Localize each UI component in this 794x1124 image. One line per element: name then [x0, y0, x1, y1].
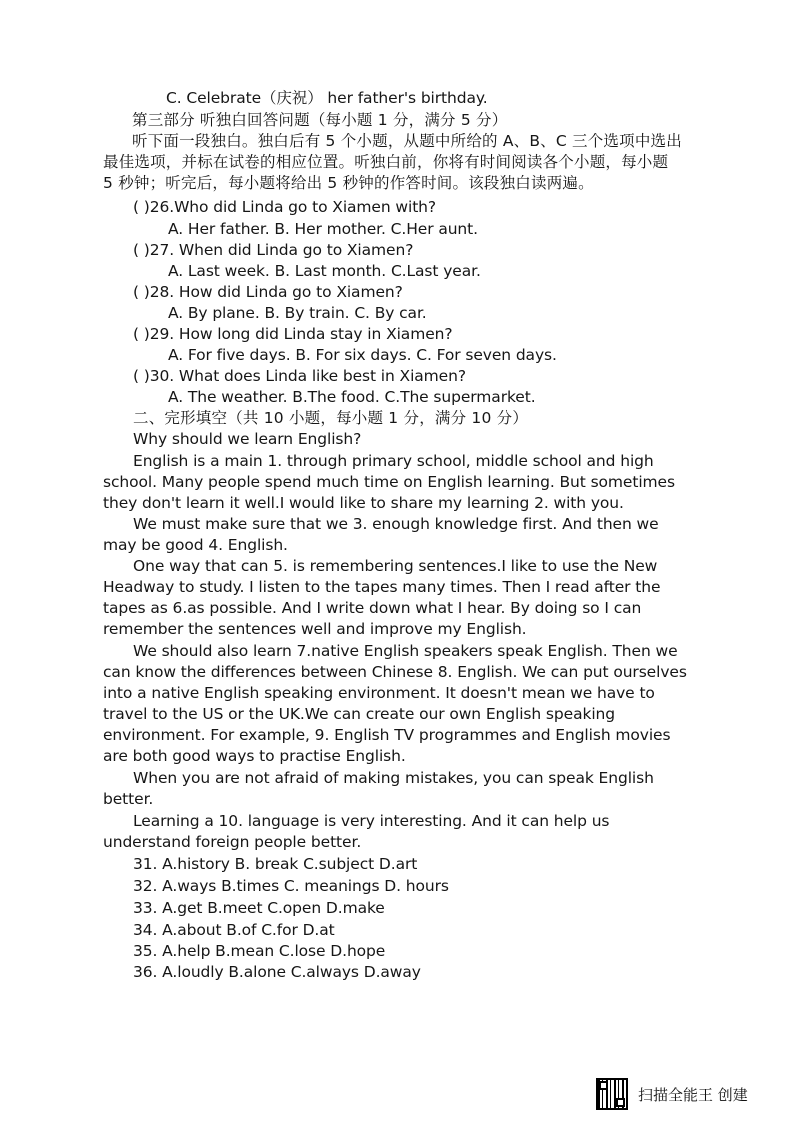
passage-line: travel to the US or the UK.We can create our own English speaking [103, 705, 616, 723]
passage-line: may be good 4. English. [103, 536, 288, 554]
cloze-options-34: 34. A.about B.of C.for D.at [133, 921, 335, 939]
section-three-instructions-1: 听下面一段独白。独白后有 5 个小题，从题中所给的 A、B、C 三个选项中选出 [132, 132, 682, 150]
cloze-options-32: 32. A.ways B.times C. meanings D. hours [133, 877, 449, 895]
qr-code-icon [596, 1078, 628, 1110]
cloze-options-36: 36. A.loudly B.alone C.always D.away [133, 963, 421, 981]
passage-line: tapes as 6.as possible. And I write down what I hear. By doing so I can [103, 599, 642, 617]
section-three-instructions-2: 最佳选项，并标在试卷的相应位置。听独白前，你将有时间阅读各个小题，每小题 [103, 153, 669, 171]
option-c-celebrate: C. Celebrate（庆祝） her father's birthday. [166, 89, 488, 107]
question-27-options: A. Last week. B. Last month. C.Last year. [168, 262, 481, 280]
passage-line: into a native English speaking environment. It doesn't mean we have to [103, 684, 655, 702]
passage-line: When you are not afraid of making mistakes, you can speak English [133, 769, 654, 787]
question-28-options: A. By plane. B. By train. C. By car. [168, 304, 427, 322]
passage-line: better. [103, 790, 154, 808]
question-27: ( )27. When did Linda go to Xiamen? [133, 241, 414, 259]
question-29: ( )29. How long did Linda stay in Xiamen? [133, 325, 453, 343]
passage-line: One way that can 5. is remembering sentences.I like to use the New [133, 557, 658, 575]
question-26: ( )26.Who did Linda go to Xiamen with? [133, 198, 437, 216]
passage-line: they don't learn it well.I would like to share my learning 2. with you. [103, 494, 624, 512]
question-30-options: A. The weather. B.The food. C.The supermarket. [168, 388, 536, 406]
cloze-section-heading: 二、完形填空（共 10 小题，每小题 1 分，满分 10 分） [133, 409, 529, 427]
passage-line: environment. For example, 9. English TV programmes and English movies [103, 726, 671, 744]
question-29-options: A. For five days. B. For six days. C. For seven days. [168, 346, 557, 364]
passage-line: English is a main 1. through primary school, middle school and high [133, 452, 654, 470]
passage-title: Why should we learn English? [133, 430, 362, 448]
question-28: ( )28. How did Linda go to Xiamen? [133, 283, 403, 301]
passage-line: can know the differences between Chinese 8. English. We can put ourselves [103, 663, 687, 681]
question-30: ( )30. What does Linda like best in Xiamen? [133, 367, 466, 385]
passage-line: Headway to study. I listen to the tapes many times. Then I read after the [103, 578, 661, 596]
scanner-watermark [596, 1078, 776, 1110]
watermark-text: 扫描全能王 创建 [638, 1086, 748, 1104]
passage-line: are both good ways to practise English. [103, 747, 406, 765]
passage-line: remember the sentences well and improve my English. [103, 620, 527, 638]
cloze-options-35: 35. A.help B.mean C.lose D.hope [133, 942, 386, 960]
passage-line: understand foreign people better. [103, 833, 362, 851]
passage-line: Learning a 10. language is very interesting. And it can help us [133, 812, 610, 830]
passage-line: We should also learn 7.native English speakers speak English. Then we [133, 642, 678, 660]
question-26-options: A. Her father. B. Her mother. C.Her aunt. [168, 220, 478, 238]
section-three-instructions-3: 5 秒钟；听完后，每小题将给出 5 秒钟的作答时间。该段独白读两遍。 [103, 174, 594, 192]
cloze-options-33: 33. A.get B.meet C.open D.make [133, 899, 385, 917]
passage-line: school. Many people spend much time on English learning. But sometimes [103, 473, 675, 491]
section-three-heading: 第三部分 听独白回答问题（每小题 1 分，满分 5 分） [132, 111, 508, 129]
cloze-options-31: 31. A.history B. break C.subject D.art [133, 855, 418, 873]
passage-line: We must make sure that we 3. enough knowledge first. And then we [133, 515, 659, 533]
